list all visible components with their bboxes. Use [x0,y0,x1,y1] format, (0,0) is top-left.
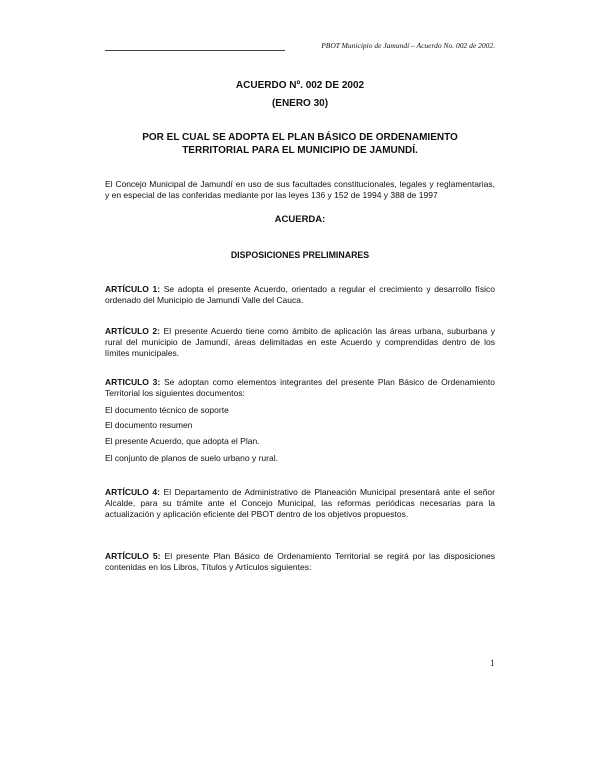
article-5-text: El presente Plan Básico de Ordenamiento Territorial se regirá por las disposiciones contenidas en los Libros, Títulos y Artículos siguientes: [105,551,495,572]
article-5 [105,551,495,573]
article-5-label: ARTÍCULO 5: [105,551,161,561]
article-3-label: ARTICULO 3: [105,377,161,387]
running-head-text: PBOT Municipio de Jamundí – Acuerdo No. 002 de 2002. [321,41,495,50]
article-4-label: ARTÍCULO 4: [105,487,160,497]
article-1 [105,284,495,306]
article-3 [105,377,495,399]
header-rule [105,50,285,51]
article-4 [105,487,495,520]
preamble: El Concejo Municipal de Jamundí en uso de sus facultades constitucionales, legales y reglamentarias, y en especial de las conferidas mediante por las leyes 136 y 152 de 1994 y 388 de 1997 [105,179,495,200]
document-list-item: El presente Acuerdo, que adopta el Plan. [105,436,260,446]
article-2-text: El presente Acuerdo tiene como ámbito de aplicación las áreas urbana, suburbana y rural del municipio de Jamundí, áreas delimitadas en este Acuerdo y comprendidas dentro de los límites municipales. [105,326,495,358]
document-date: (ENERO 30) [271,98,329,109]
document-title: ACUERDO Nº. 002 DE 2002 [235,80,365,91]
article-1-text: Se adopta el presente Acuerdo, orientado a regular el crecimiento y desarrollo físico ordenado del Municipio de Jamundí Valle del Cauca. [105,284,495,305]
article-1-label: ARTÍCULO 1: [105,284,161,294]
article-4-text: El Departamento de Administrativo de Planeación Municipal presentará ante el señor Alcalde, para su trámite ante el Concejo Municipal, las reformas periódicas necesarias para la actualización y aplicación eficiente del PBOT dentro de los objetivos propuestos. [105,487,495,519]
section-title: DISPOSICIONES PRELIMINARES [230,250,370,260]
page-number: 1 [490,658,495,668]
article-2-label: ARTÍCULO 2: [105,326,160,336]
article-3-text: Se adoptan como elementos integrantes del presente Plan Básico de Ordenamiento Territorial los siguientes documentos: [105,377,495,398]
acuerda-heading: ACUERDA: [274,214,326,225]
document-subtitle: POR EL CUAL SE ADOPTA EL PLAN BÁSICO DE ORDENAMIENTO TERRITORIAL PARA EL MUNICIPIO DE JAMUNDÍ. [142,132,458,156]
document-list-item: El documento técnico de soporte [105,405,229,415]
document-list-item: El documento resumen [105,420,193,430]
running-header [105,41,495,51]
document-list-item: El conjunto de planos de suelo urbano y rural. [105,453,278,463]
article-2 [105,326,495,359]
